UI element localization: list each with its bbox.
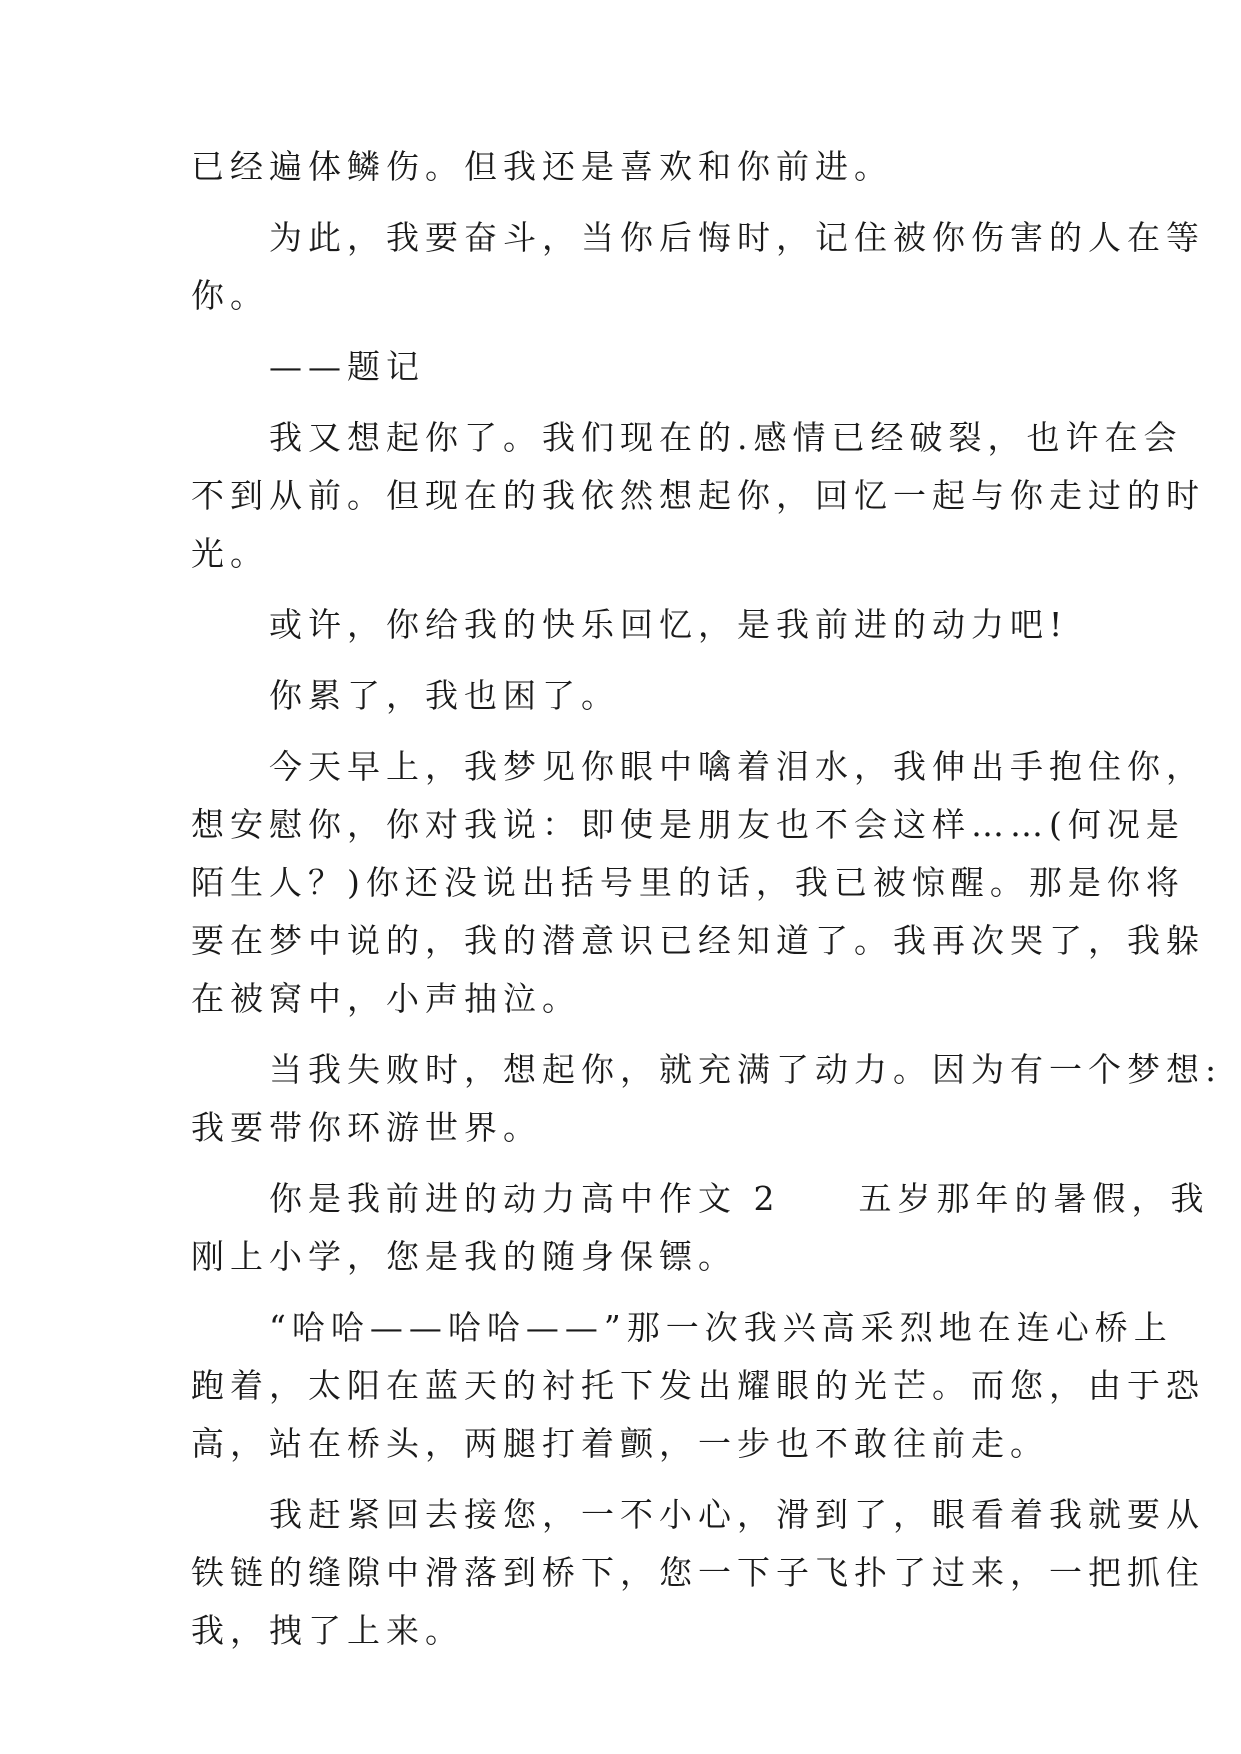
- text-line: 我，拽了上来。: [191, 1611, 464, 1650]
- paragraph: [191, 338, 1071, 396]
- text-line: 我又想起你了。我们现在的.感情已经破裂，也许在会: [191, 418, 1183, 457]
- paragraph-gap: [191, 1473, 1071, 1486]
- text-line: 不到从前。但现在的我依然想起你，回忆一起与你走过的时: [191, 476, 1205, 515]
- text-line: 我要带你环游世界。: [191, 1108, 542, 1147]
- text-line: 你。: [191, 276, 269, 315]
- text-line: “哈哈——哈哈——”那一次我兴高采烈地在连心桥上: [191, 1308, 1173, 1347]
- paragraph-gap: [191, 196, 1071, 209]
- text-line: 陌生人？)你还没说出括号里的话，我已被惊醒。那是你将: [191, 863, 1185, 902]
- paragraph-gap: [191, 583, 1071, 596]
- text-line: 或许，你给我的快乐回忆，是我前进的动力吧!: [191, 605, 1069, 644]
- paragraph-gap: [191, 654, 1071, 667]
- paragraph-gap: [191, 725, 1071, 738]
- document-body: [191, 138, 1223, 1660]
- paragraph-gap: [191, 1028, 1071, 1041]
- text-line: 你累了，我也困了。: [191, 676, 620, 715]
- paragraph: [191, 667, 1071, 725]
- paragraph: [191, 1170, 1210, 1286]
- paragraph-gap: [191, 325, 1071, 338]
- paragraph: [191, 1299, 1205, 1473]
- paragraph: [191, 1486, 1205, 1660]
- text-line: 要在梦中说的，我的潜意识已经知道了。我再次哭了，我躲: [191, 921, 1205, 960]
- text-line: 今天早上，我梦见你眼中噙着泪水，我伸出手抱住你，: [191, 747, 1205, 786]
- text-line: 我赶紧回去接您，一不小心，滑到了，眼看着我就要从: [191, 1495, 1205, 1534]
- paragraph: [191, 209, 1205, 325]
- paragraph-gap: [191, 396, 1071, 409]
- paragraph-gap: [191, 1157, 1071, 1170]
- paragraph: [191, 596, 1071, 654]
- text-line: 在被窝中，小声抽泣。: [191, 979, 581, 1018]
- paragraph: [191, 138, 1071, 196]
- paragraph: [191, 409, 1205, 583]
- text-line: 当我失败时，想起你，就充满了动力。因为有一个梦想:: [191, 1050, 1223, 1089]
- text-line: 你是我前进的动力高中作文 2 五岁那年的暑假，我: [191, 1179, 1210, 1218]
- text-line: 光。: [191, 534, 269, 573]
- paragraph: [191, 1041, 1223, 1157]
- paragraph: [191, 738, 1205, 1028]
- text-line: 高，站在桥头，两腿打着颤，一步也不敢往前走。: [191, 1424, 1049, 1463]
- text-line: 已经遍体鳞伤。但我还是喜欢和你前进。: [191, 147, 893, 186]
- text-line: 想安慰你，你对我说：即使是朋友也不会这样……(何况是: [191, 805, 1185, 844]
- text-line: 刚上小学，您是我的随身保镖。: [191, 1237, 737, 1276]
- text-line: 为此，我要奋斗，当你后悔时，记住被你伤害的人在等: [191, 218, 1205, 257]
- text-line: 铁链的缝隙中滑落到桥下，您一下子飞扑了过来，一把抓住: [191, 1553, 1205, 1592]
- text-line: ——题记: [191, 347, 425, 386]
- text-line: 跑着，太阳在蓝天的衬托下发出耀眼的光芒。而您，由于恐: [191, 1366, 1205, 1405]
- paragraph-gap: [191, 1286, 1071, 1299]
